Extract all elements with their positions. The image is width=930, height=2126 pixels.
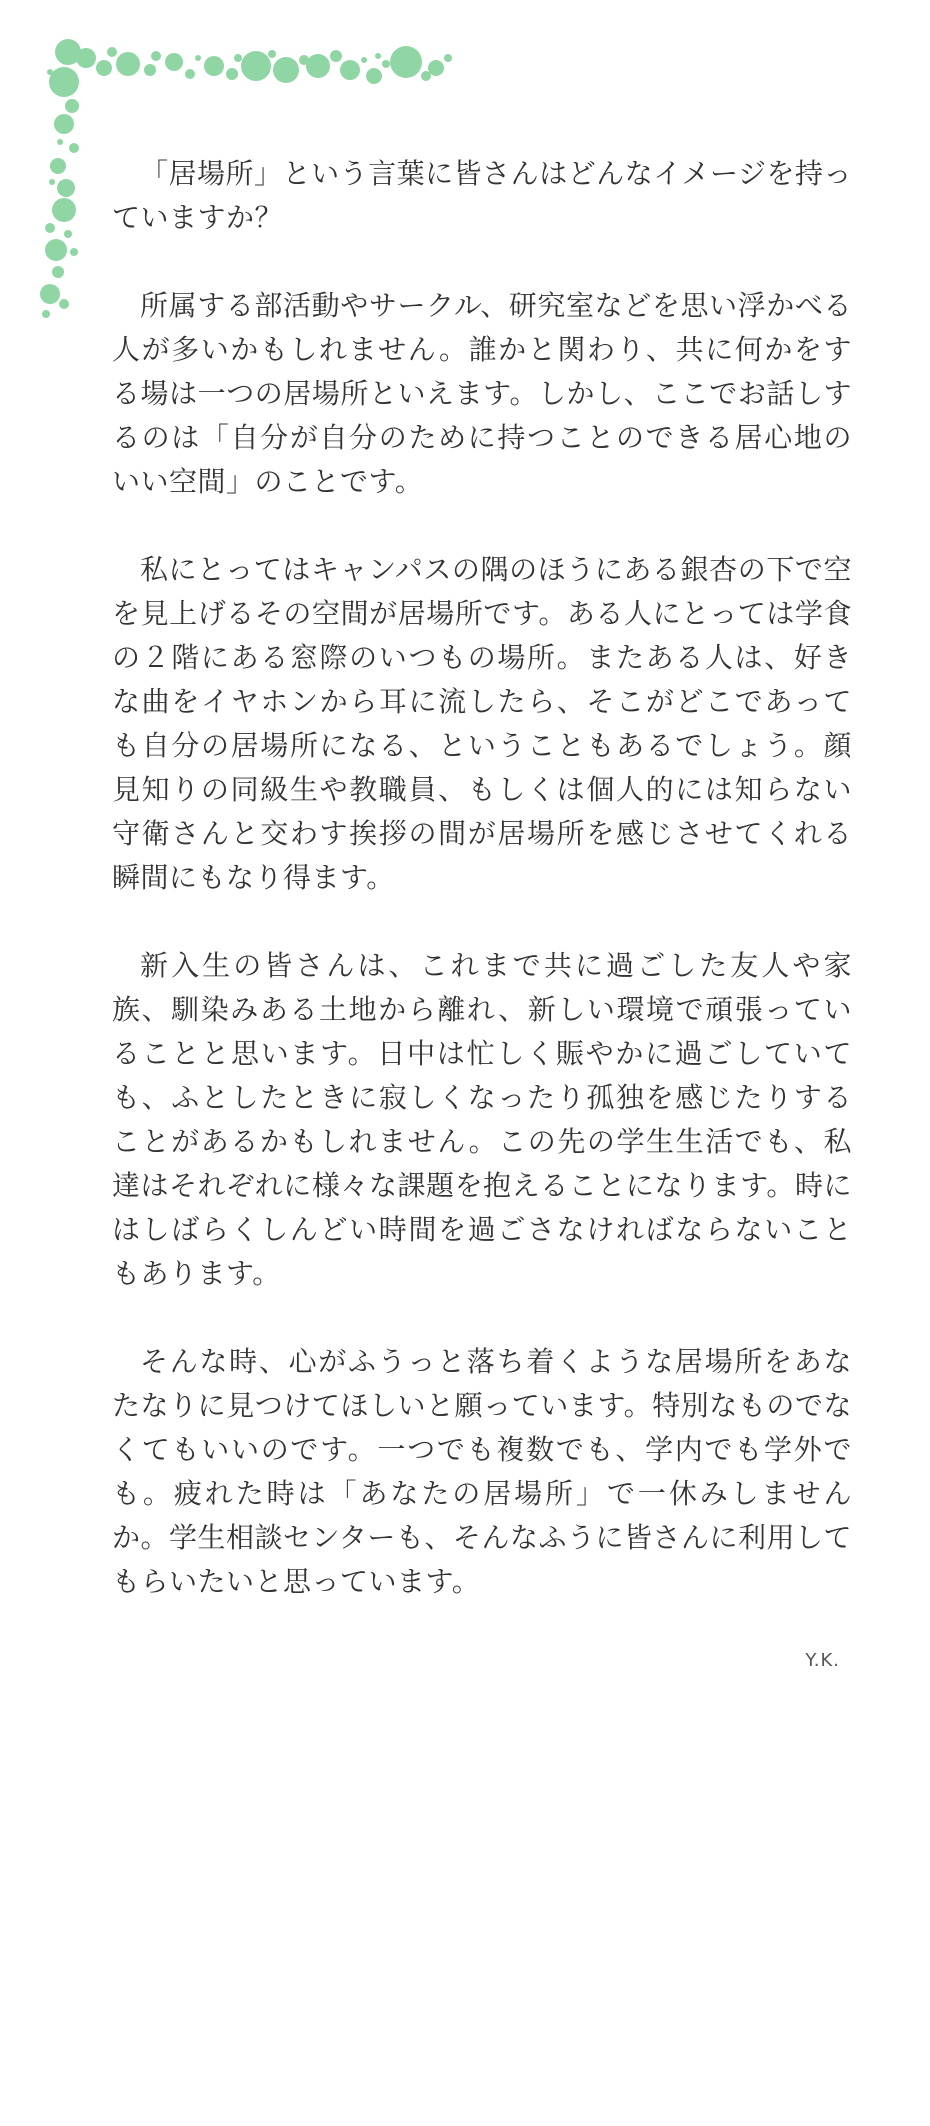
paragraph-closing: そんな時、心がふうっと落ち着くような居場所をあなたなりに見つけてほしいと願っています。特別なものでなくてもいいのです。一つでも複数でも、学内でも学外でも。疲れた時は「あなたの居場所」で一休みしませんか。学生相談センターも、そんなふうに皆さんに利用してもらいたいと思っています。	[112, 1345, 852, 1598]
author-signature: Y.K.	[805, 1650, 840, 1671]
paragraph-examples: 私にとってはキャンパスの隅のほうにある銀杏の下で空を見上げるその空間が居場所です。ある人にとっては学食の２階にある窓際のいつもの場所。またある人は、好きな曲をイヤホンから耳に流したら、そこがどこであっても自分の居場所になる、ということもあるでしょう。顔見知りの同級生や教職員、もしくは個人的には知らない守衛さんと交わす挨拶の間が居場所を感じさせてくれる瞬間にもなり得ます。	[112, 553, 852, 894]
paragraph-definition: 所属する部活動やサークル、研究室などを思い浮かべる人が多いかもしれません。誰かと関わり、共に何かをする場は一つの居場所といえます。しかし、ここでお話しするのは「自分が自分のために持つことのできる居心地のいい空間」のことです。	[112, 289, 852, 498]
article-body	[112, 152, 852, 1648]
paragraph-new-students: 新入生の皆さんは、これまで共に過ごした友人や家族、馴染みある土地から離れ、新しい環境で頑張っていることと思います。日中は忙しく賑やかに過ごしていても、ふとしたときに寂しくなったり孤独を感じたりすることがあるかもしれません。この先の学生生活でも、私達はそれぞれに様々な課題を抱えることになります。時にはしばらくしんどい時間を過ごさなければならないこともあります。	[112, 949, 852, 1290]
paragraph-intro: 「居場所」という言葉に皆さんはどんなイメージを持っていますか？	[112, 157, 852, 234]
